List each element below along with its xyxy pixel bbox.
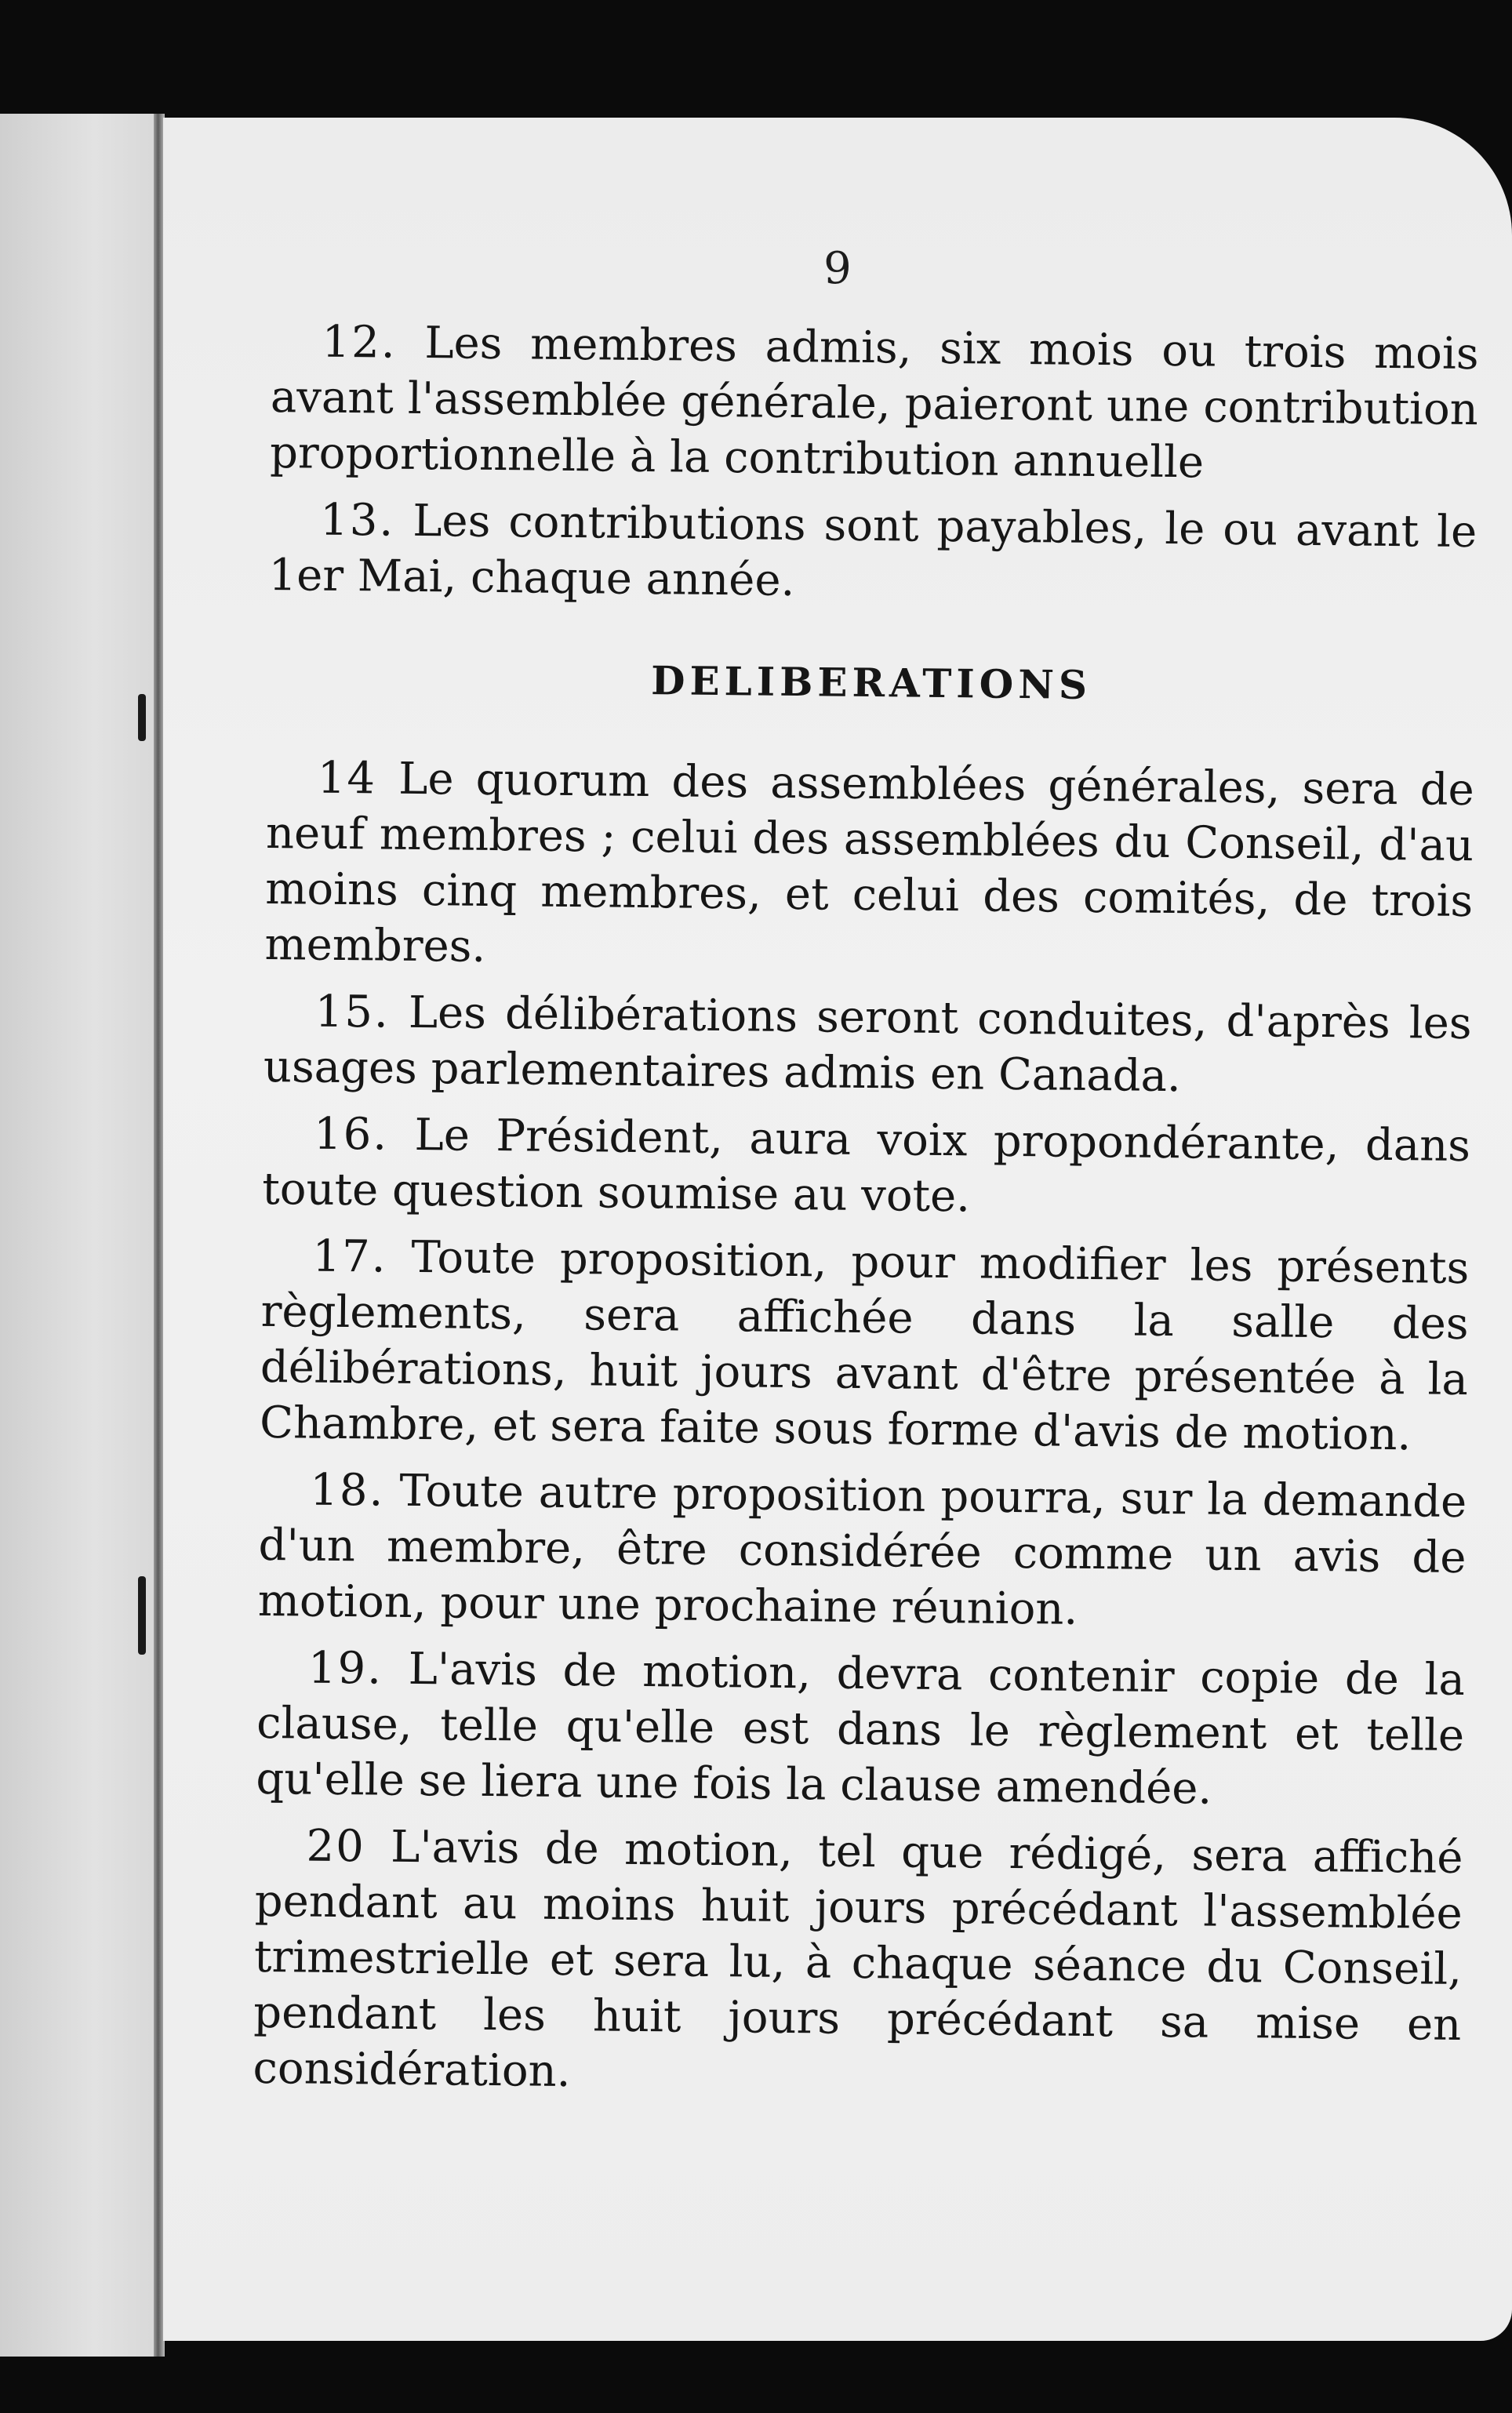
article-18 (257, 1462, 1467, 1641)
article-13 (268, 492, 1477, 616)
article-number: 19. (307, 1642, 383, 1695)
article-19 (256, 1640, 1465, 1819)
article-text: Toute proposition, pour modifier les présents règlements, sera affichée dans la salle des délibérations, huit jours avant d'être présentée à la Chambre, et sera faite sous forme d'avis de motion. (259, 1231, 1470, 1461)
article-number: 20 (306, 1820, 366, 1873)
article-text: L'avis de motion, tel que rédigé, sera affiché pendant au moins huit jours précédant l'assemblée trimestrielle et sera lu, à chaque séance du Conseil, pendant les huit jours précédant sa mise en considération. (253, 1821, 1463, 2098)
binding-mark (138, 694, 146, 741)
article-number: 16. (313, 1108, 389, 1161)
page-body (253, 314, 1479, 2120)
article-16 (262, 1106, 1470, 1230)
article-text: Le quorum des assemblées générales, sera de neuf membres ; celui des assemblées du Conseil, d'au moins cinq membres, et celui des comités, de trois membres. (264, 753, 1475, 972)
article-number: 18. (309, 1464, 385, 1517)
article-number: 12. (322, 316, 398, 369)
article-20 (253, 1818, 1463, 2109)
document-page (163, 118, 1512, 2341)
page-number: 9 (823, 243, 852, 294)
article-text: Toute autre proposition pourra, sur la demande d'un membre, être considérée comme un avis de motion, pour une prochaine réunion. (257, 1465, 1467, 1635)
article-text: L'avis de motion, devra contenir copie de la clause, telle qu'elle est dans le règlement et telle qu'elle se liera une fois la clause amendée. (256, 1643, 1466, 1815)
article-number: 17. (312, 1230, 387, 1283)
article-text: Les délibérations seront conduites, d'après les usages parlementaires admis en Canada. (263, 987, 1472, 1103)
article-text: Les contributions sont payables, le ou avant le 1er Mai, chaque année. (268, 495, 1477, 607)
article-text: Les membres admis, six mois ou trois mois avant l'assemblée générale, paieront une contribution proportionnelle à la contribution annuelle (269, 318, 1479, 489)
section-heading: DELIBERATIONS (650, 657, 1092, 708)
article-15 (264, 983, 1472, 1107)
article-text: Le Président, aura voix propondérante, dans toute question soumise au vote. (261, 1109, 1471, 1223)
binding-mark (138, 1576, 146, 1655)
article-number: 14 (317, 752, 377, 805)
article-14 (264, 750, 1474, 985)
facing-page-edge (0, 114, 157, 2357)
article-17 (260, 1228, 1470, 1463)
article-number: 13. (319, 494, 395, 547)
article-number: 15. (314, 986, 391, 1038)
article-12 (270, 314, 1479, 493)
